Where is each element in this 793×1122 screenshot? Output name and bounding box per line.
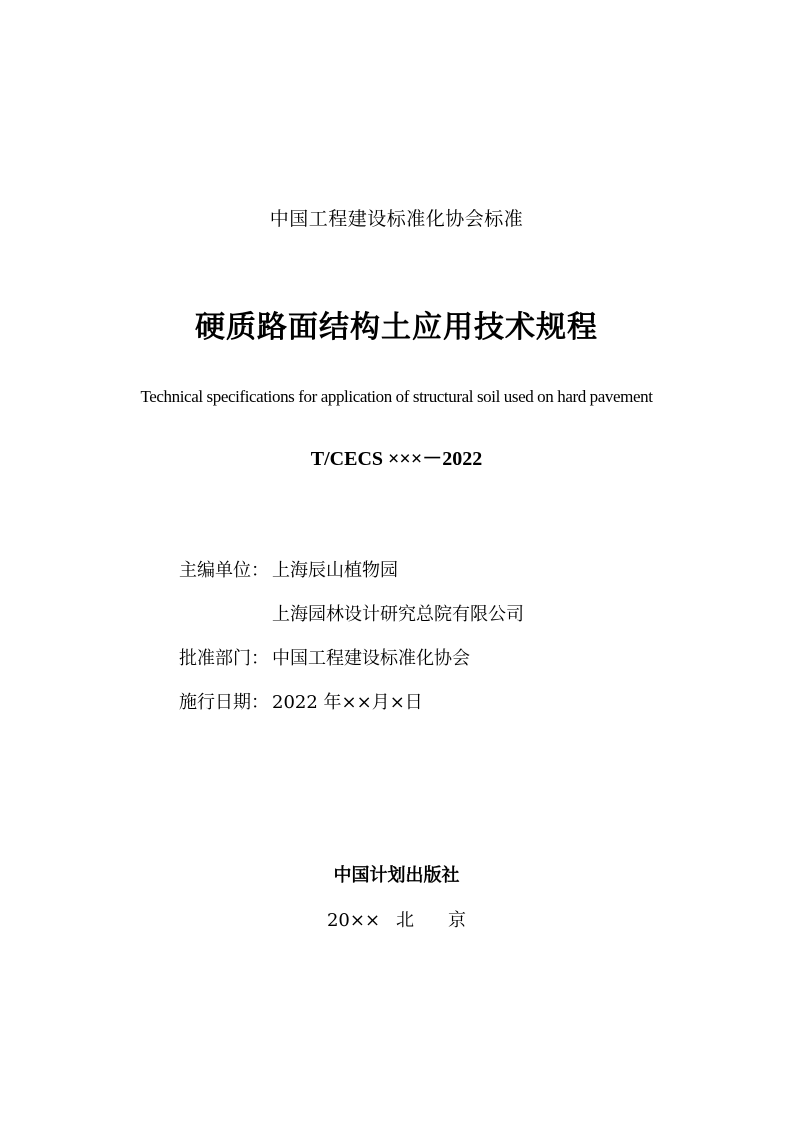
publisher-name: 中国计划出版社: [333, 865, 460, 886]
organization-standard-heading: 中国工程建设标准化协会标准: [269, 208, 524, 230]
editor-row: [179, 556, 398, 582]
editor-value-1: 上海辰山植物园: [272, 560, 398, 581]
english-title: Technical specifications for application of structural soil used on hard pavement: [140, 387, 653, 406]
approver-value: 中国工程建设标准化协会: [272, 648, 470, 669]
publication-line: [0, 906, 793, 932]
publication-year: 20××: [326, 910, 381, 931]
editor-value-2: 上海园林设计研究总院有限公司: [272, 604, 524, 625]
effective-date-row: [179, 688, 423, 714]
approver-label: 批准部门：: [179, 648, 269, 669]
standard-code: T/CECS ×××－2022: [310, 448, 483, 470]
approver-row: [179, 644, 470, 670]
editor-row-continued: [179, 600, 524, 626]
editor-label: 主编单位：: [179, 560, 269, 581]
publication-city-char-1: 北: [396, 910, 415, 931]
publication-city-char-2: 京: [448, 910, 467, 931]
document-title: 硬质路面结构土应用技术规程: [195, 310, 598, 345]
effective-date-label: 施行日期：: [179, 692, 269, 713]
effective-date-value: 2022 年××月×日: [272, 692, 423, 713]
